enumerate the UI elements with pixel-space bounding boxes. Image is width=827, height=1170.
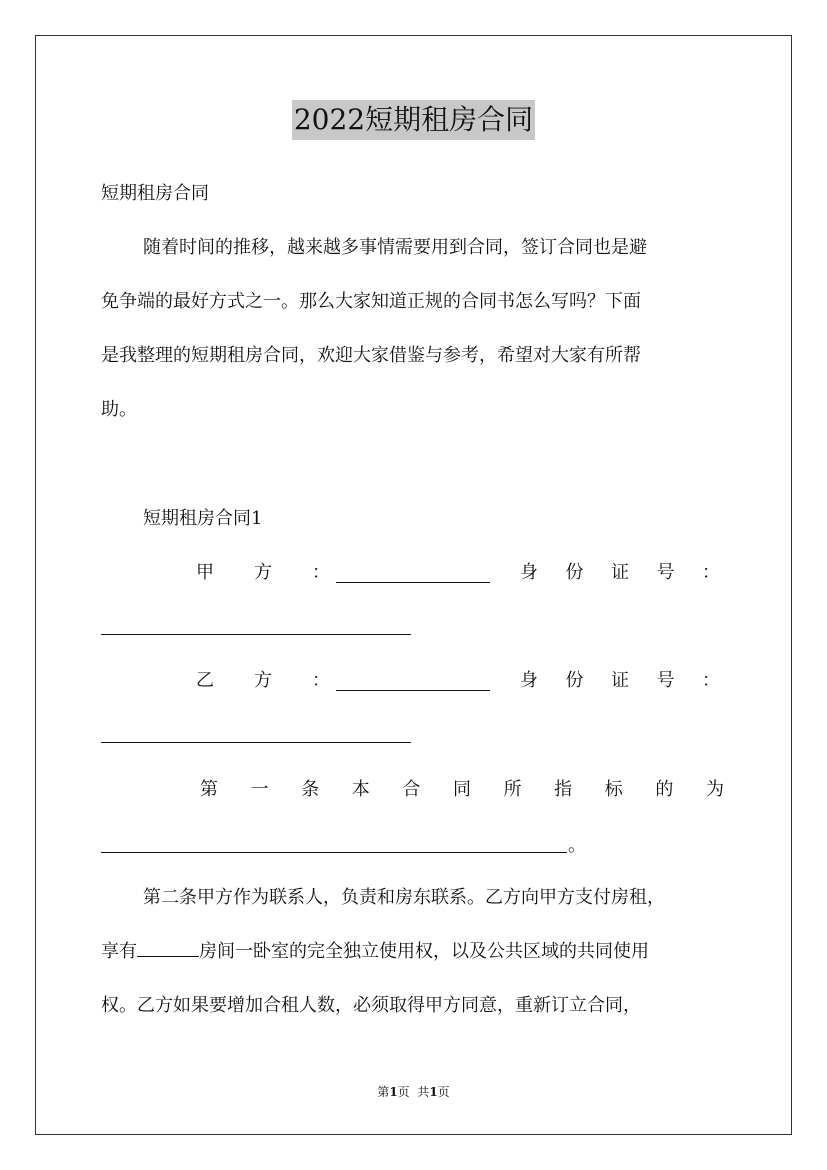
clause-2-text: 房间一卧室的完全独立使用权，以及公共区域的共同使用 <box>199 941 649 962</box>
party-b-char: ： <box>312 670 330 691</box>
party-b-char: 份 <box>565 670 584 691</box>
clause-1-end-mark: 。 <box>568 835 586 856</box>
intro-line-1: 随着时间的推移，越来越多事情需要用到合同，签订合同也是避 <box>143 237 647 258</box>
party-b-char: ： <box>702 670 720 691</box>
clause-1-char: 合 <box>402 779 421 800</box>
party-a-char: 方 <box>254 562 272 583</box>
party-b-char: 号 <box>656 670 675 691</box>
clause-1-char: 标 <box>604 779 623 800</box>
clause-1-char: 的 <box>655 779 674 800</box>
party-a-char: ： <box>312 562 330 583</box>
footer-total-pages: 1 <box>429 1085 438 1099</box>
intro-line-4: 助。 <box>101 399 137 420</box>
party-a-id-label <box>520 561 720 585</box>
footer-mid: 页 共 <box>397 1085 430 1099</box>
section-heading: 短期租房合同1 <box>143 508 263 529</box>
footer-page-number: 1 <box>389 1085 398 1099</box>
party-a-char: 身 <box>520 562 538 583</box>
party-b-name-blank <box>336 690 490 691</box>
party-a-char: ： <box>702 562 720 583</box>
clause-1-char: 条 <box>301 779 320 800</box>
intro-line-2: 免争端的最好方式之一。那么大家知道正规的合同书怎么写吗？下面 <box>101 291 641 312</box>
clause-1-char: 为 <box>705 779 724 800</box>
room-blank <box>137 940 199 957</box>
clause-1-line <box>200 778 724 802</box>
party-b-char: 乙 <box>196 670 214 691</box>
party-b-char: 方 <box>254 670 272 691</box>
party-b-id-blank <box>101 742 411 743</box>
party-a-char: 证 <box>611 562 629 583</box>
document-subtitle: 短期租房合同 <box>101 183 209 204</box>
clause-1-char: 同 <box>452 779 471 800</box>
party-a-char: 甲 <box>196 562 214 583</box>
clause-1-char: 指 <box>554 779 573 800</box>
clause-1-char: 本 <box>351 779 370 800</box>
footer-prefix: 第 <box>377 1085 390 1099</box>
page-footer <box>0 1084 827 1100</box>
party-b-char: 证 <box>611 670 629 691</box>
document-title: 2022短期租房合同 <box>292 100 535 140</box>
clause-2-text: 享有 <box>101 941 137 962</box>
title-container <box>0 100 827 140</box>
party-a-char: 份 <box>565 562 584 583</box>
party-a-char: 号 <box>656 562 675 583</box>
intro-line-3: 是我整理的短期租房合同，欢迎大家借鉴与参考，希望对大家有所帮 <box>101 345 641 366</box>
clause-1-char: 第 <box>200 779 218 800</box>
clause-2-line-2 <box>101 940 649 964</box>
clause-2-line-1: 第二条甲方作为联系人，负责和房东联系。乙方向甲方支付房租， <box>143 887 665 908</box>
footer-suffix: 页 <box>437 1085 450 1099</box>
clause-1-char: 所 <box>503 779 522 800</box>
clause-2-line-3: 权。乙方如果要增加合租人数，必须取得甲方同意，重新订立合同， <box>101 995 641 1016</box>
clause-1-char: 一 <box>250 779 269 800</box>
party-b-char: 身 <box>520 670 538 691</box>
clause-1-blank <box>101 852 567 853</box>
party-a-id-blank <box>101 634 411 635</box>
party-b-label <box>196 669 330 693</box>
party-a-label <box>196 561 330 585</box>
party-b-id-label <box>520 669 720 693</box>
party-a-name-blank <box>336 582 490 583</box>
